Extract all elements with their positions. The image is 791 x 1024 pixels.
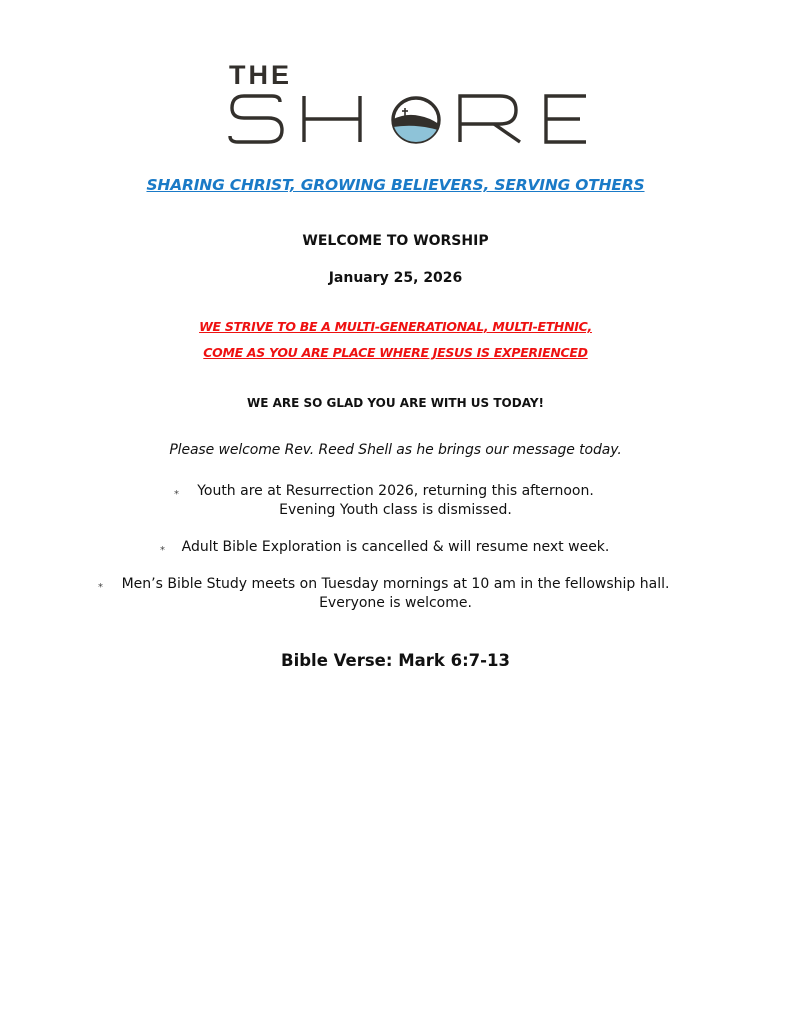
bullet-icon: ⁎	[160, 542, 165, 553]
mission-statement-line-2: COME AS YOU ARE PLACE WHERE JESUS IS EXPERIENCED	[203, 345, 588, 360]
announcement-line: Evening Youth class is dismissed.	[279, 502, 512, 518]
announcement-line: Youth are at Resurrection 2026, returning this afternoon.	[197, 483, 594, 499]
church-logo	[228, 62, 592, 154]
church-tagline: SHARING CHRIST, GROWING BELIEVERS, SERVING OTHERS	[146, 176, 645, 194]
service-date: January 25, 2026	[328, 270, 463, 286]
cross-icon	[402, 108, 408, 116]
speaker-note: Please welcome Rev. Reed Shell as he brings our message today.	[169, 442, 622, 458]
announcement-adult-bible	[0, 538, 791, 557]
welcome-heading: WELCOME TO WORSHIP	[302, 233, 489, 249]
bullet-icon: ⁎	[174, 486, 179, 497]
logo-line-the: THE	[229, 62, 292, 90]
mission-statement-line-1: WE STRIVE TO BE A MULTI-GENERATIONAL, MULTI-ETHNIC,	[199, 319, 592, 334]
announcement-youth	[0, 482, 791, 520]
announcement-line: Men’s Bible Study meets on Tuesday mornings at 10 am in the fellowship hall.	[121, 576, 670, 592]
announcement-line: Everyone is welcome.	[319, 595, 472, 611]
bullet-icon: ⁎	[98, 579, 103, 590]
bible-verse: Bible Verse: Mark 6:7-13	[281, 651, 510, 670]
announcement-line: Adult Bible Exploration is cancelled & will resume next week.	[181, 539, 610, 555]
announcement-mens-study	[0, 575, 791, 613]
glad-message: WE ARE SO GLAD YOU ARE WITH US TODAY!	[246, 396, 545, 410]
